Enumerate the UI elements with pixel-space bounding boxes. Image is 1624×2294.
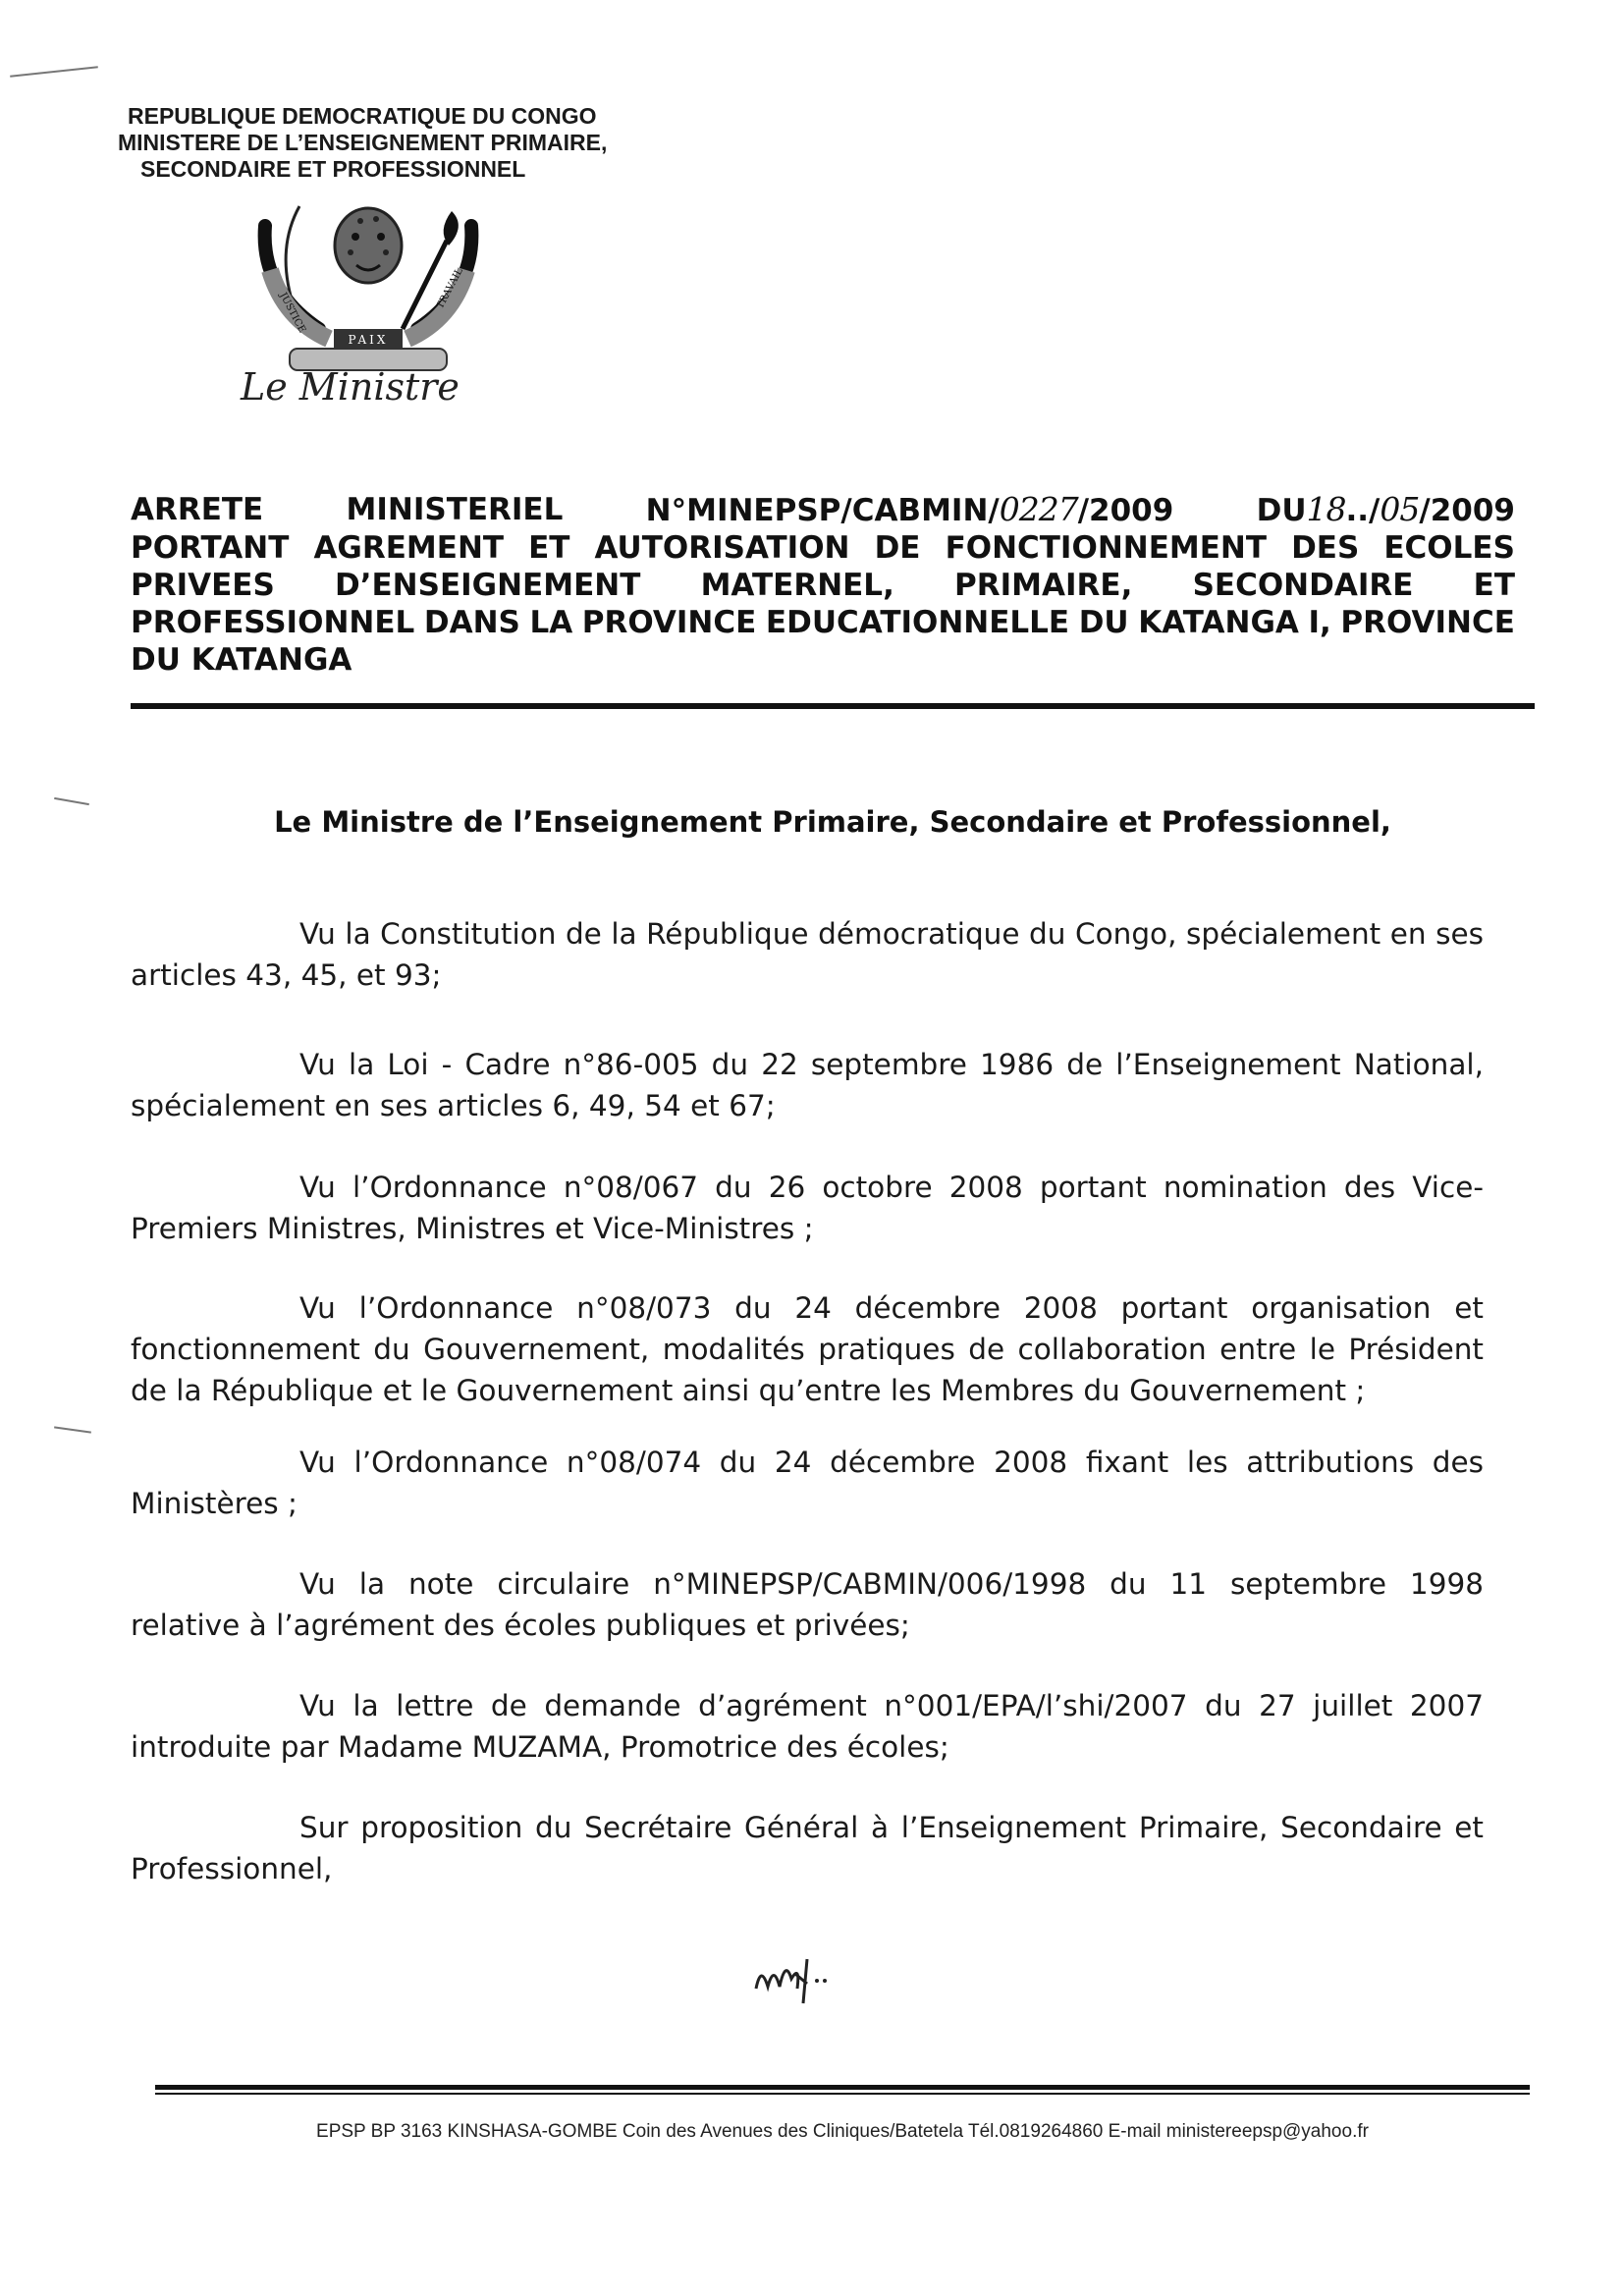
- signature-title: Le Ministre: [241, 365, 460, 409]
- paragraph-lettre-demande: Vu la lettre de demande d’agrément n°001/EPA/l’shi/2007 du 27 juillet 2007 introduite par Madame MUZAMA, Promotrice des écoles;: [131, 1689, 1484, 1764]
- title-line-5: DU KATANGA: [131, 642, 352, 678]
- emblem-word-paix: PAIX: [348, 333, 389, 347]
- handwritten-month: 05: [1380, 490, 1420, 528]
- paragraph-proposition: Sur proposition du Secrétaire Général à l’Enseignement Primaire, Secondaire et Professionnel,: [131, 1811, 1484, 1885]
- handwritten-day: 18: [1306, 490, 1346, 528]
- scan-mark: [54, 1426, 91, 1433]
- handwritten-initials: [746, 1949, 854, 2018]
- emblem-word-justice: JUSTICE: [277, 291, 308, 336]
- paragraph-ordonnance-067: Vu l’Ordonnance n°08/067 du 26 octobre 2008 portant nomination des Vice-Premiers Ministres, Ministres et Vice-Ministres ;: [131, 1171, 1484, 1245]
- decree-title: [131, 491, 1515, 679]
- title-line-1: [131, 491, 1515, 529]
- footer-contact: EPSP BP 3163 KINSHASA-GOMBE Coin des Avenues des Cliniques/Batetela Tél.0819264860 E-mail ministereepsp@yahoo.fr: [316, 2121, 1369, 2142]
- coat-of-arms-emblem: [241, 191, 496, 378]
- footer-rule-thin: [155, 2093, 1530, 2095]
- document-body: [131, 913, 1484, 1895]
- title-word: MINISTERIEL: [346, 492, 564, 527]
- decree-reference: N°MINEPSP/CABMIN/0227/2009: [645, 490, 1174, 528]
- handwritten-decree-number: 0227: [999, 490, 1078, 528]
- scan-mark: [10, 66, 98, 77]
- title-word: ARRETE: [131, 492, 264, 527]
- paragraph-note-circulaire: Vu la note circulaire n°MINEPSP/CABMIN/006/1998 du 11 septembre 1998 relative à l’agrément des écoles publiques et privées;: [131, 1567, 1484, 1642]
- paragraph-constitution: Vu la Constitution de la République démocratique du Congo, spécialement en ses articles 43, 45, et 93;: [131, 917, 1484, 992]
- scan-mark: [54, 797, 89, 805]
- paragraph-ordonnance-073: Vu l’Ordonnance n°08/073 du 24 décembre 2008 portant organisation et fonctionnement du Gouvernement, modalités pratiques de collaboration entre le Président de la République et le Gouvernement ainsi qu’entre les Membres du Gouvernement ;: [131, 1291, 1484, 1407]
- ministry-name-line1: MINISTERE DE L’ENSEIGNEMENT PRIMAIRE,: [118, 130, 608, 155]
- footer-rule-thick: [155, 2085, 1530, 2090]
- title-line-3: PRIVEES D’ENSEIGNEMENT MATERNEL, PRIMAIRE, SECONDAIRE ET: [131, 568, 1515, 603]
- decree-date: DU18../05/2009: [1256, 490, 1515, 528]
- paragraph-loi-cadre: Vu la Loi - Cadre n°86-005 du 22 septembre 1986 de l’Enseignement National, spécialement en ses articles 6, 49, 54 et 67;: [131, 1048, 1484, 1122]
- paragraph-ordonnance-074: Vu l’Ordonnance n°08/074 du 24 décembre 2008 fixant les attributions des Ministères ;: [131, 1446, 1484, 1520]
- emblem-word-travail: TRAVAIL: [434, 266, 465, 311]
- title-divider: [131, 703, 1535, 709]
- title-line-2: PORTANT AGREMENT ET AUTORISATION DE FONCTIONNEMENT DES ECOLES: [131, 530, 1515, 566]
- ministry-name-line2: SECONDAIRE ET PROFESSIONNEL: [140, 156, 526, 182]
- country-name: REPUBLIQUE DEMOCRATIQUE DU CONGO: [128, 103, 597, 129]
- title-line-4: PROFESSIONNEL DANS LA PROVINCE EDUCATIONNELLE DU KATANGA I, PROVINCE: [131, 605, 1515, 640]
- minister-heading: Le Ministre de l’Enseignement Primaire, Secondaire et Professionnel,: [274, 805, 1391, 839]
